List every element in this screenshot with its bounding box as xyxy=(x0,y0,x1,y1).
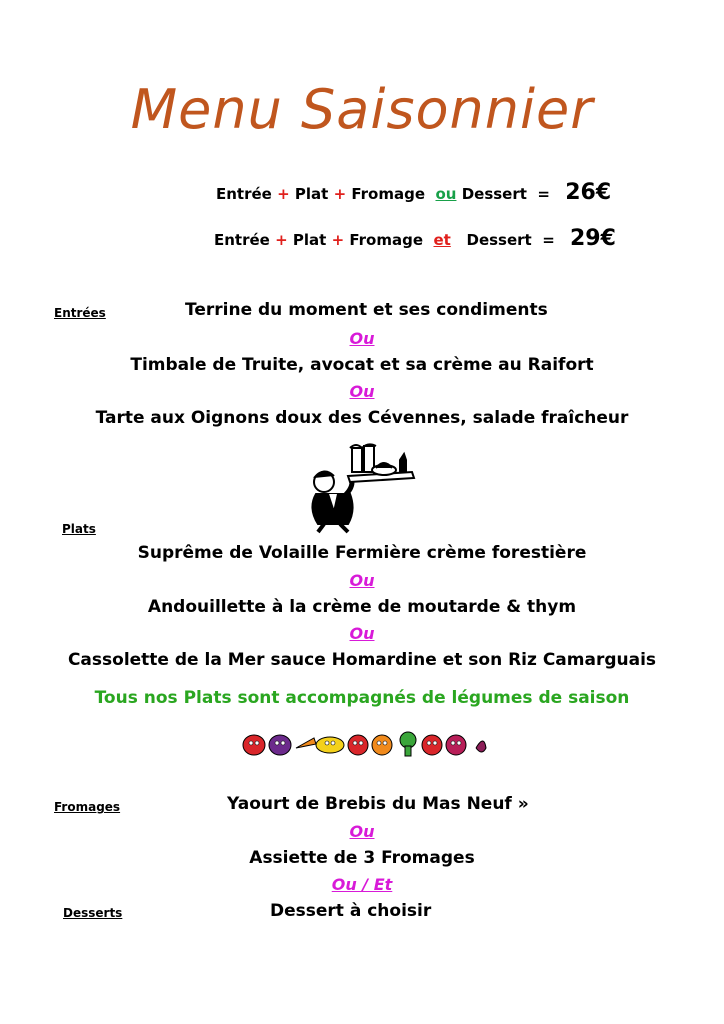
plus-sign: + xyxy=(333,185,347,203)
course-plat: Plat xyxy=(292,231,327,249)
separator-ou: Ou xyxy=(349,822,375,841)
dish-entree-2: Timbale de Truite, avocat et sa crème au Raifort xyxy=(130,355,594,375)
section-label-entrees: Entrées xyxy=(54,306,106,320)
dish-plat-1: Suprême de Volaille Fermière crème forestière xyxy=(137,543,587,563)
dish-entree-3: Tarte aux Oignons doux des Cévennes, salade fraîcheur xyxy=(95,408,629,428)
menu-title: Menu Saisonnier xyxy=(130,78,594,141)
plus-sign: + xyxy=(277,185,290,203)
waiter-illustration xyxy=(300,438,420,534)
course-fromage: Fromage xyxy=(349,231,424,249)
separator-ou-et: Ou / Et xyxy=(331,875,393,894)
equals-sign: = xyxy=(542,231,555,249)
price-26: 26€ xyxy=(565,180,612,205)
course-dessert: Dessert xyxy=(461,185,527,203)
course-plat: Plat xyxy=(294,185,329,203)
plus-sign: + xyxy=(275,231,288,249)
course-entree: Entrée xyxy=(214,231,270,249)
dish-plat-2: Andouillette à la crème de moutarde & thym xyxy=(147,597,577,617)
course-dessert: Dessert xyxy=(466,231,532,249)
conjunction-ou: ou xyxy=(435,185,457,203)
vegetables-illustration xyxy=(240,728,490,760)
side-note: Tous nos Plats sont accompagnés de légumes de saison xyxy=(94,688,630,708)
dish-dessert: Dessert à choisir xyxy=(270,901,432,921)
conjunction-et: et xyxy=(433,231,451,249)
separator-ou: Ou xyxy=(349,329,375,348)
dish-plat-3: Cassolette de la Mer sauce Homardine et son Riz Camarguais xyxy=(67,650,657,670)
course-entree: Entrée xyxy=(216,185,272,203)
dish-fromage-1: Yaourt de Brebis du Mas Neuf » xyxy=(227,794,529,814)
dish-fromage-2: Assiette de 3 Fromages xyxy=(249,848,475,868)
course-fromage: Fromage xyxy=(351,185,426,203)
price-formula-1 xyxy=(216,180,611,205)
price-formula-2 xyxy=(214,226,616,251)
section-label-desserts: Desserts xyxy=(63,906,123,920)
separator-ou: Ou xyxy=(349,571,375,590)
dish-entree-1: Terrine du moment et ses condiments xyxy=(185,300,548,320)
section-label-plats: Plats xyxy=(62,522,96,536)
plus-sign: + xyxy=(331,231,345,249)
section-label-fromages: Fromages xyxy=(54,800,121,814)
equals-sign: = xyxy=(537,185,550,203)
separator-ou: Ou xyxy=(349,624,375,643)
separator-ou: Ou xyxy=(349,382,375,401)
price-29: 29€ xyxy=(570,226,616,251)
